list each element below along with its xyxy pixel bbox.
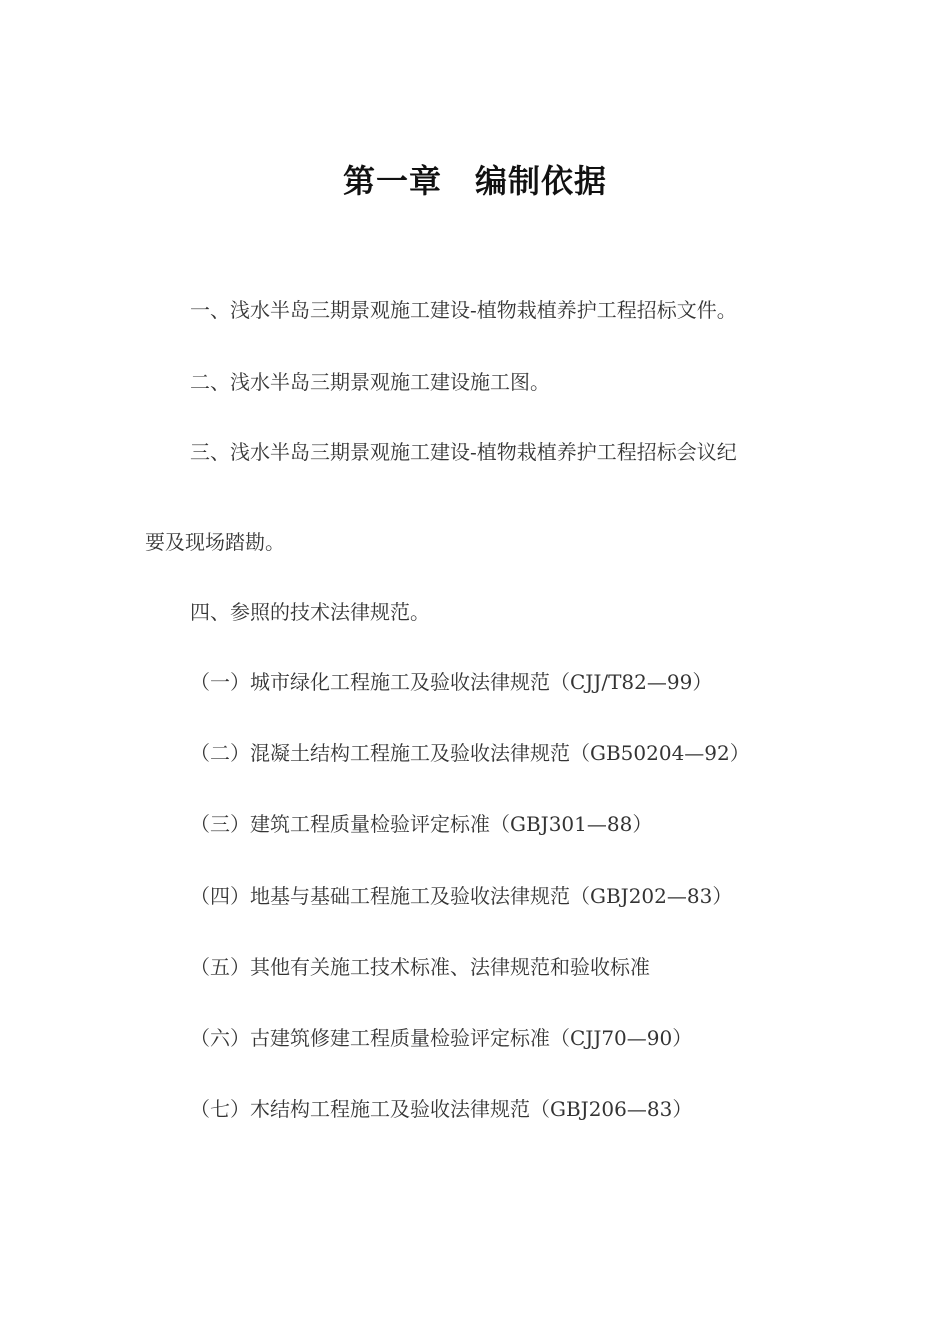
standard-item-5: （五）其他有关施工技术标准、法律规范和验收标准 <box>190 955 650 979</box>
basis-item-2: 二、浅水半岛三期景观施工建设施工图。 <box>190 370 550 394</box>
standard-item-1: （一）城市绿化工程施工及验收法律规范（CJJ/T82—99） <box>190 670 713 694</box>
basis-item-3-continued: 要及现场踏勘。 <box>145 530 285 554</box>
standard-item-4: （四）地基与基础工程施工及验收法律规范（GBJ202—83） <box>190 884 733 908</box>
chapter-title: 第一章 编制依据 <box>342 162 607 200</box>
standard-item-2: （二）混凝土结构工程施工及验收法律规范（GB50204—92） <box>190 741 750 765</box>
standard-item-7: （七）木结构工程施工及验收法律规范（GBJ206—83） <box>190 1097 693 1121</box>
standard-item-6: （六）古建筑修建工程质量检验评定标准（CJJ70—90） <box>190 1026 693 1050</box>
basis-item-3: 三、浅水半岛三期景观施工建设-植物栽植养护工程招标会议纪 <box>190 440 737 464</box>
standard-item-3: （三）建筑工程质量检验评定标准（GBJ301—88） <box>190 812 653 836</box>
basis-item-4: 四、参照的技术法律规范。 <box>190 600 430 624</box>
basis-item-1: 一、浅水半岛三期景观施工建设-植物栽植养护工程招标文件。 <box>190 298 737 322</box>
